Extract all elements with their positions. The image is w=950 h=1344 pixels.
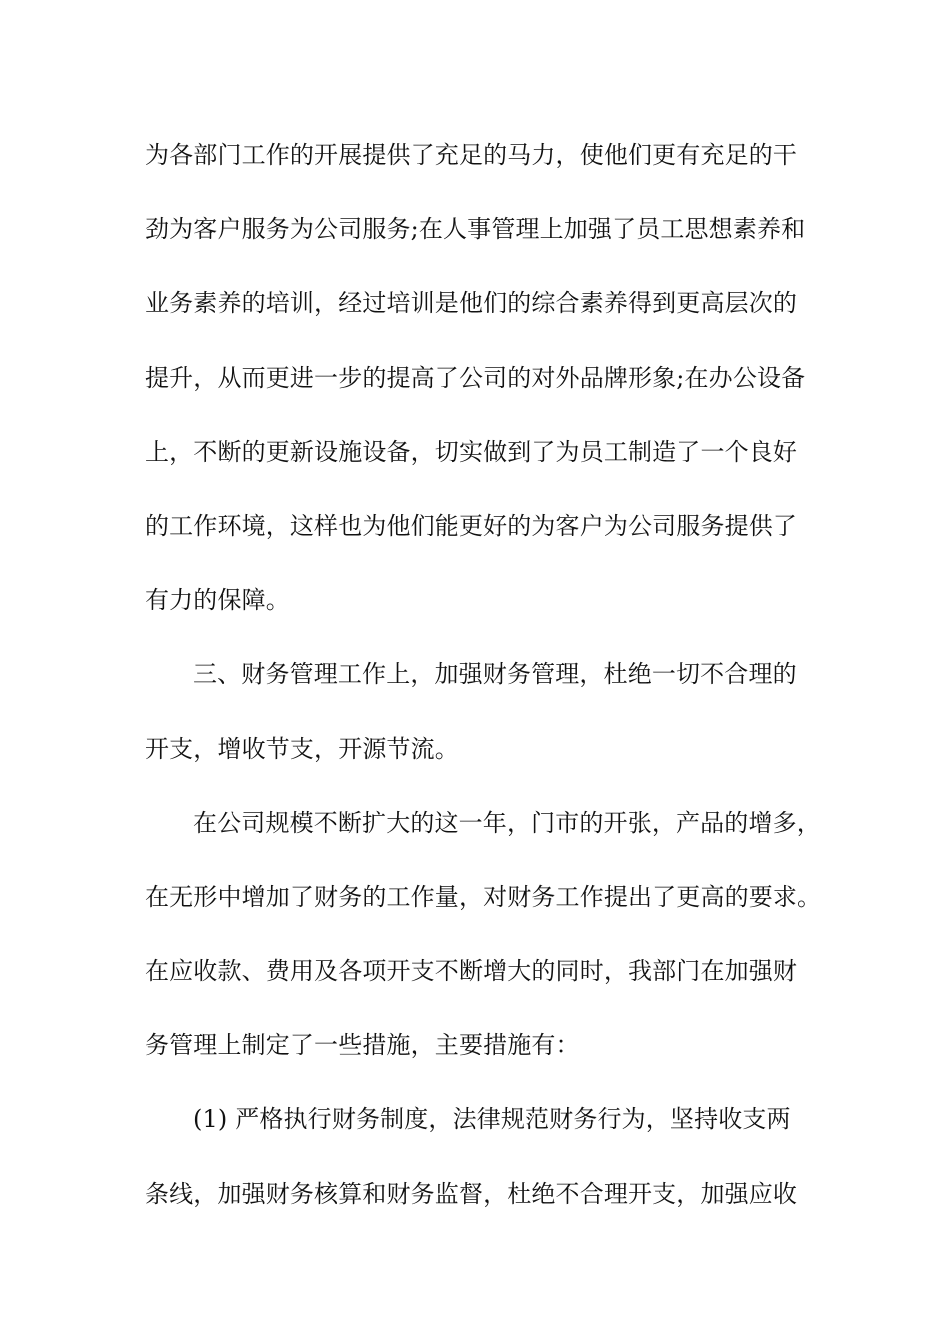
- text-line-5: 上，不断的更新设施设备，切实做到了为员工制造了一个良好: [145, 437, 798, 466]
- paragraph-line-2: 在无形中增加了财务的工作量，对财务工作提出了更高的要求。: [145, 882, 822, 911]
- text-line-2: 劲为客户服务为公司服务;在人事管理上加强了员工思想素养和: [145, 215, 806, 244]
- paragraph-line-4: 务管理上制定了一些措施，主要措施有：: [145, 1031, 580, 1060]
- text-line-3: 业务素养的培训，经过培训是他们的综合素养得到更高层次的: [145, 289, 798, 318]
- section-heading-line-1: 三、财务管理工作上，加强财务管理，杜绝一切不合理的: [193, 660, 797, 689]
- text-line-6: 的工作环境，这样也为他们能更好的为客户为公司服务提供了: [145, 511, 798, 540]
- section-heading-line-2: 开支，增收节支，开源节流。: [145, 734, 459, 763]
- paragraph-line-1: 在公司规模不断扩大的这一年，门市的开张，产品的增多，: [193, 808, 821, 837]
- list-item-1-line-1: (1) 严格执行财务制度，法律规范财务行为，坚持收支两: [193, 1105, 791, 1134]
- text-line-7: 有力的保障。: [145, 586, 290, 615]
- document-body: [145, 132, 822, 1245]
- paragraph-line-3: 在应收款、费用及各项开支不断增大的同时，我部门在加强财: [145, 957, 798, 986]
- text-line-1: 为各部门工作的开展提供了充足的马力，使他们更有充足的干: [145, 141, 798, 169]
- text-line-4: 提升，从而更进一步的提高了公司的对外品牌形象;在办公设备: [145, 363, 806, 392]
- list-item-1-line-2: 条线，加强财务核算和财务监督，杜绝不合理开支，加强应收: [145, 1179, 798, 1208]
